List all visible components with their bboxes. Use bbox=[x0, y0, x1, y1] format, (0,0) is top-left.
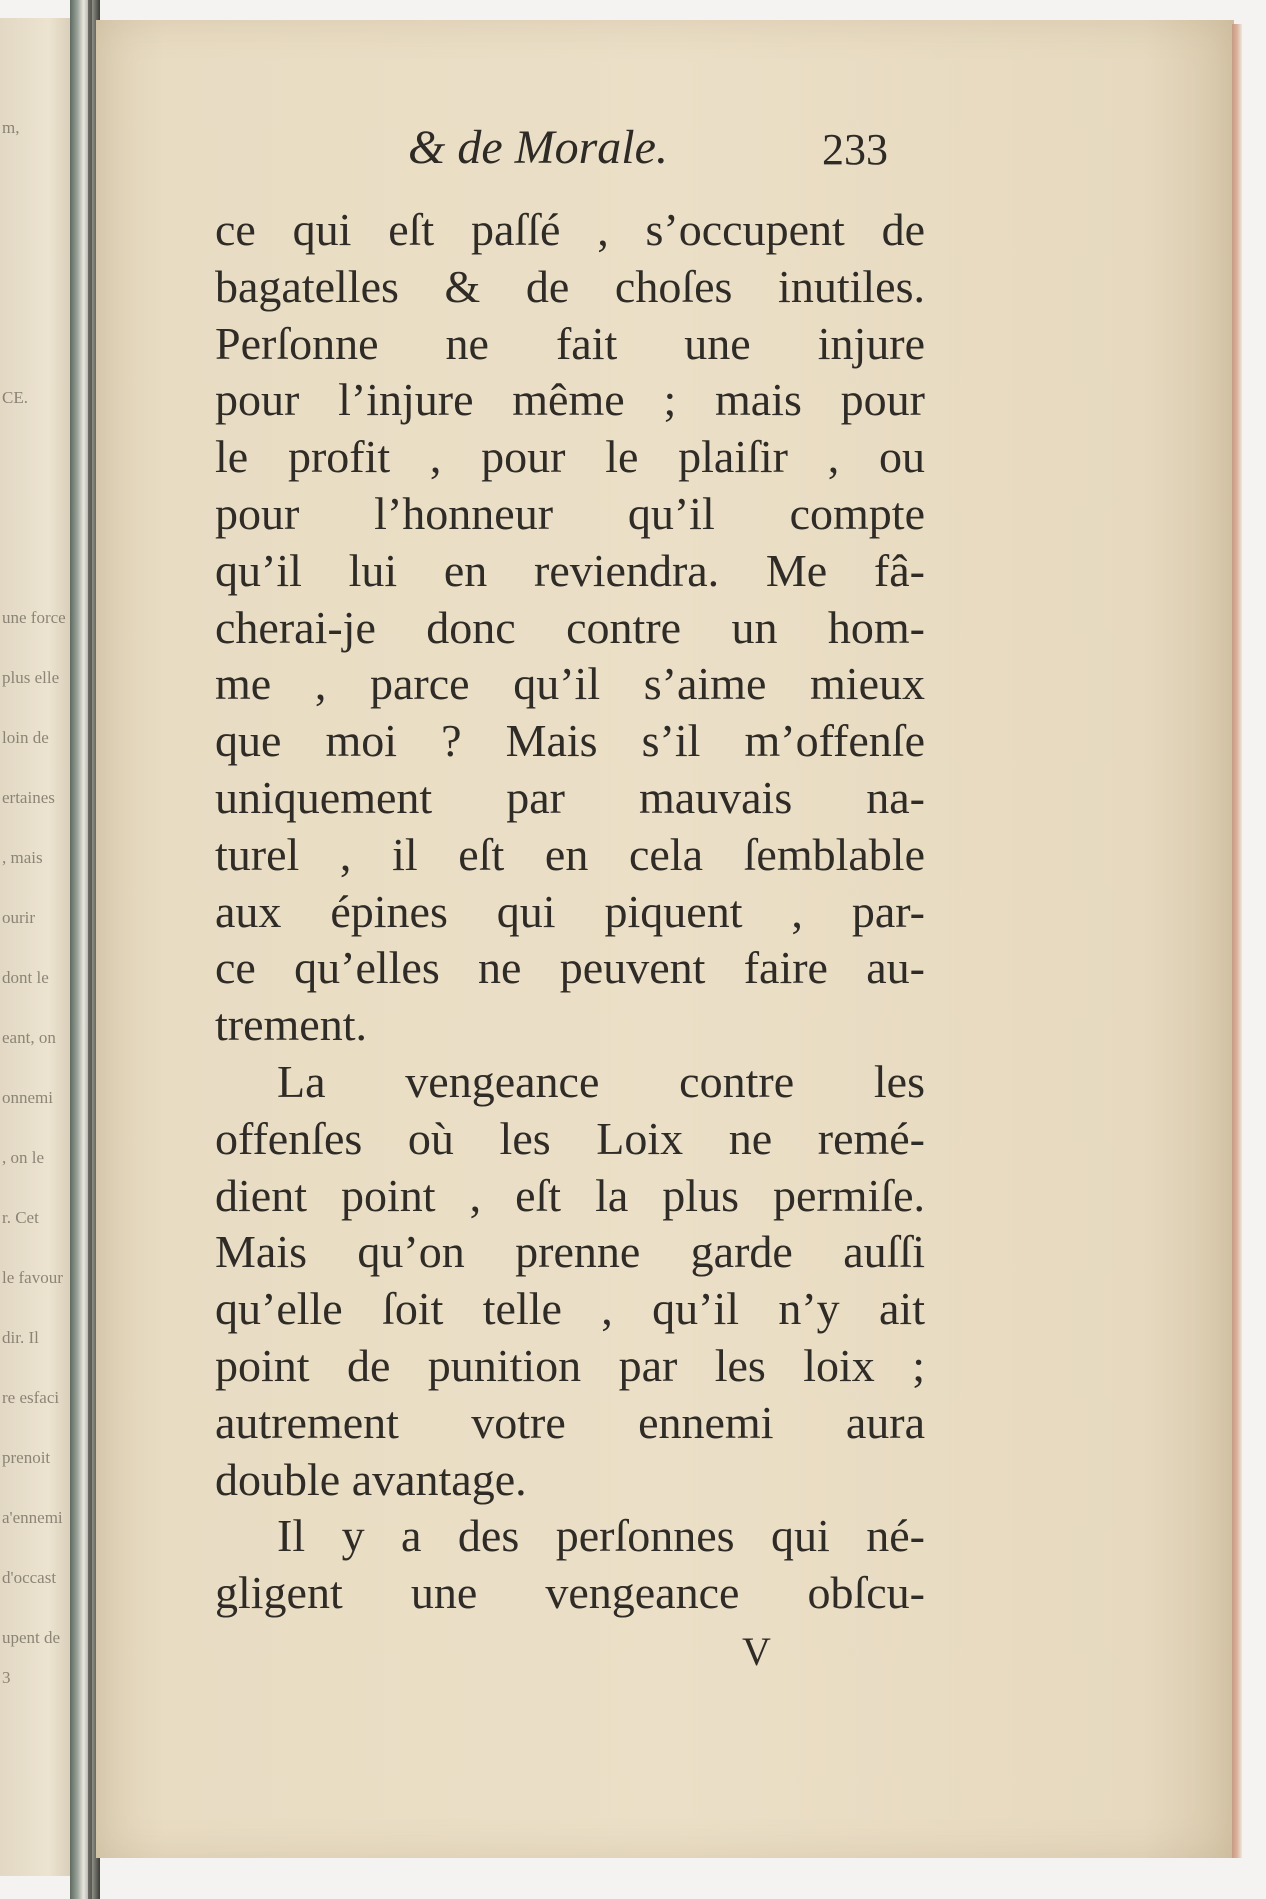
left-page-fragment: loin de bbox=[2, 728, 49, 747]
left-page-fragment: d'occast bbox=[2, 1568, 57, 1587]
text-line: La vengeance contre les bbox=[277, 1055, 925, 1107]
left-page-fragment: ertaines bbox=[2, 788, 55, 807]
body-text bbox=[215, 202, 925, 1622]
page-number: 233 bbox=[822, 125, 888, 174]
left-page-fragment: dont le bbox=[2, 968, 49, 987]
left-page-fragment: m, bbox=[2, 118, 20, 137]
text-line: trement. bbox=[215, 999, 367, 1051]
left-page-fragment: dir. Il bbox=[2, 1328, 39, 1347]
binding-shadow bbox=[88, 0, 92, 1899]
text-line: point de punition par les loix ; bbox=[215, 1339, 925, 1391]
text-line: Perſonne ne fait une injure bbox=[215, 317, 925, 369]
text-line: ce qu’elles ne peuvent faire au- bbox=[215, 942, 925, 994]
text-line: gligent une vengeance obſcu- bbox=[215, 1567, 925, 1619]
left-page-fragment: , on le bbox=[2, 1148, 45, 1167]
left-page-fragment: 3 bbox=[2, 1668, 11, 1687]
text-line: Il y a des perſonnes qui né- bbox=[277, 1510, 925, 1562]
text-line: dient point , eſt la plus permiſe. bbox=[215, 1169, 925, 1221]
text-line: bagatelles & de choſes inutiles. bbox=[215, 260, 925, 312]
text-line: cherai-je donc contre un hom- bbox=[215, 601, 925, 653]
text-line: que moi ? Mais s’il m’offenſe bbox=[215, 715, 925, 767]
left-page-fragment: une force bbox=[2, 608, 66, 627]
text-line: le profit , pour le plaiſir , ou bbox=[215, 431, 925, 483]
text-line: turel , il eſt en cela ſemblable bbox=[215, 828, 925, 880]
left-page-fragment: r. Cet bbox=[2, 1208, 39, 1227]
text-line: Mais qu’on prenne garde auſſi bbox=[215, 1226, 925, 1278]
text-line: aux épines qui piquent , par- bbox=[215, 885, 925, 937]
left-page-fragment: re esfaci bbox=[2, 1388, 60, 1407]
text-line: pour l’injure même ; mais pour bbox=[215, 374, 925, 426]
text-line: autrement votre ennemi aura bbox=[215, 1396, 925, 1448]
left-page-fragment: onnemi bbox=[2, 1088, 53, 1107]
text-line: offenſes où les Loix ne remé- bbox=[215, 1112, 925, 1164]
text-line: ce qui eſt paſſé , s’occupent de bbox=[215, 204, 925, 255]
text-line: qu’elle ſoit telle , qu’il n’y ait bbox=[215, 1283, 925, 1335]
left-page-fragment: le favour bbox=[2, 1268, 63, 1287]
text-line: qu’il lui en reviendra. Me fâ- bbox=[215, 544, 925, 596]
text-line: double avantage. bbox=[215, 1453, 527, 1505]
left-page-fragment: plus elle bbox=[2, 668, 60, 687]
text-line: pour l’honneur qu’il compte bbox=[215, 487, 925, 539]
text-line: me , parce qu’il s’aime mieux bbox=[215, 658, 925, 710]
left-page-fragment: a'ennemi bbox=[2, 1508, 63, 1527]
page-edge bbox=[1232, 24, 1242, 1858]
left-page-fragment: upent de bbox=[2, 1628, 61, 1647]
left-facing-page bbox=[0, 18, 70, 1876]
text-line: uniquement par mauvais na- bbox=[215, 771, 925, 823]
left-page-fragment: CE. bbox=[2, 388, 28, 407]
running-title: & de Morale. bbox=[408, 121, 668, 174]
left-page-fragment: , mais bbox=[2, 848, 43, 867]
left-page-fragment: eant, on bbox=[2, 1028, 56, 1047]
left-page-fragment: prenoit bbox=[2, 1448, 51, 1467]
left-page-fragment: ourir bbox=[2, 908, 36, 927]
signature-mark: V bbox=[742, 1629, 771, 1674]
page-header bbox=[300, 120, 940, 190]
